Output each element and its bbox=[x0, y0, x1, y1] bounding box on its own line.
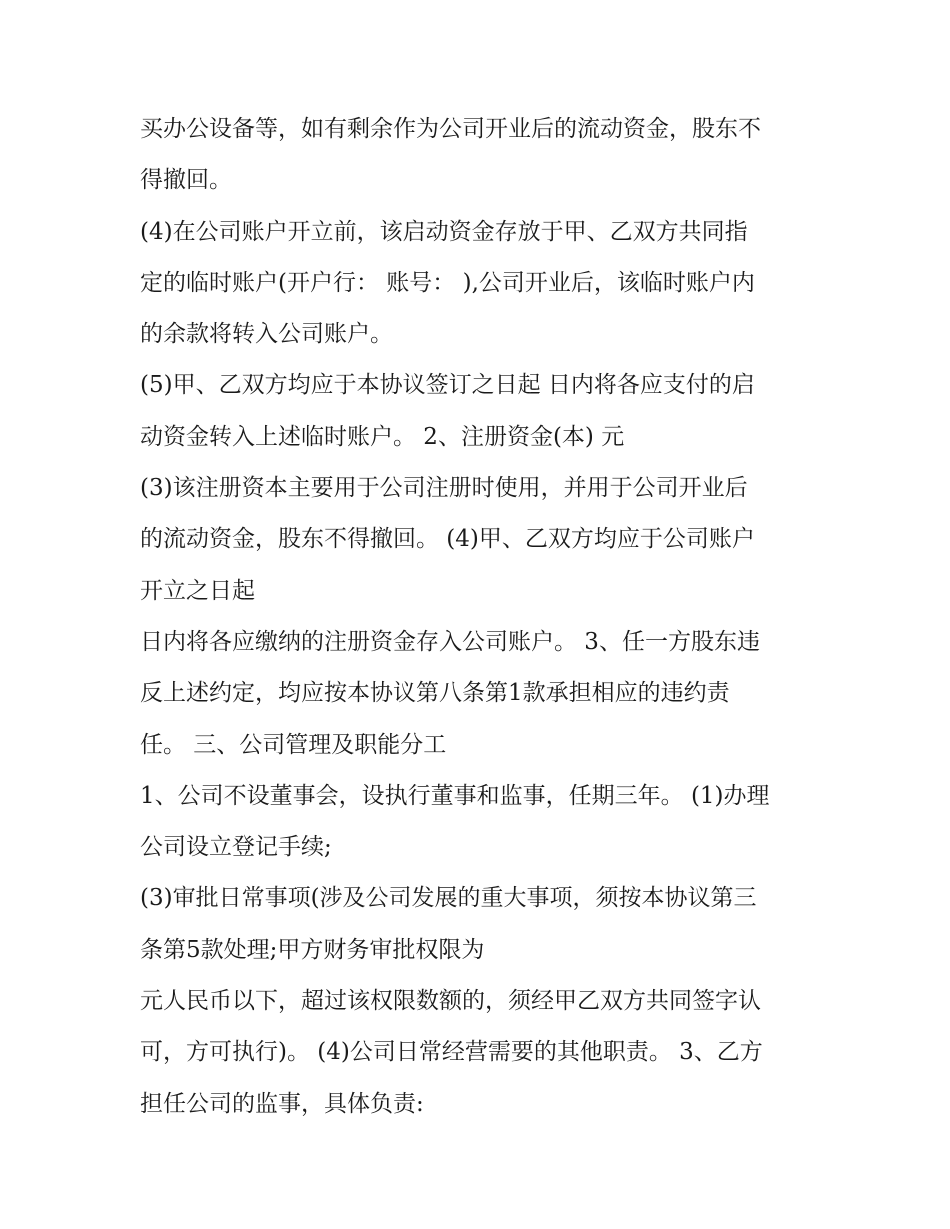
text-line: (4)在公司账户开立前，该启动资金存放于甲、乙双方共同指 bbox=[140, 218, 748, 245]
text-line: 反上述约定，均应按本协议第八条第1款承担相应的违约责 bbox=[140, 680, 730, 707]
text-line: 日内将各应缴纳的注册资金存入公司账户。 3、任一方股东违 bbox=[140, 628, 760, 655]
text-line: 买办公设备等，如有剩余作为公司开业后的流动资金，股东不 bbox=[140, 116, 761, 142]
text-line: 条第5款处理;甲方财务审批权限为 bbox=[140, 936, 485, 963]
text-line: 动资金转入上述临时账户。 2、注册资金(本) 元 bbox=[140, 423, 625, 450]
text-line: 的余款将转入公司账户。 bbox=[140, 321, 393, 348]
text-line: 得撤回。 bbox=[140, 167, 232, 194]
text-line: 开立之日起 bbox=[140, 577, 255, 604]
text-line: 定的临时账户(开户行： 账号： ),公司开业后，该临时账户内 bbox=[140, 269, 755, 296]
document-body bbox=[140, 104, 820, 1130]
text-line: (5)甲、乙双方均应于本协议签订之日起 日内将各应支付的启 bbox=[140, 372, 755, 399]
text-line: 公司设立登记手续; bbox=[140, 834, 332, 861]
text-line: 可，方可执行)。 (4)公司日常经营需要的其他职责。 3、乙方 bbox=[140, 1039, 763, 1066]
text-line: 担任公司的监事，具体负责: bbox=[140, 1090, 424, 1117]
text-line: (3)该注册资本主要用于公司注册时使用，并用于公司开业后 bbox=[140, 475, 748, 502]
text-line: 元人民币以下，超过该权限数额的，须经甲乙双方共同签字认 bbox=[140, 988, 761, 1015]
text-line: 任。 三、公司管理及职能分工 bbox=[140, 731, 447, 758]
text-line: 1、公司不设董事会，设执行董事和监事，任期三年。 (1)办理 bbox=[140, 782, 770, 809]
text-line: (3)审批日常事项(涉及公司发展的重大事项，须按本协议第三 bbox=[140, 885, 757, 912]
text-line: 的流动资金，股东不得撤回。 (4)甲、乙双方均应于公司账户 bbox=[140, 526, 755, 553]
